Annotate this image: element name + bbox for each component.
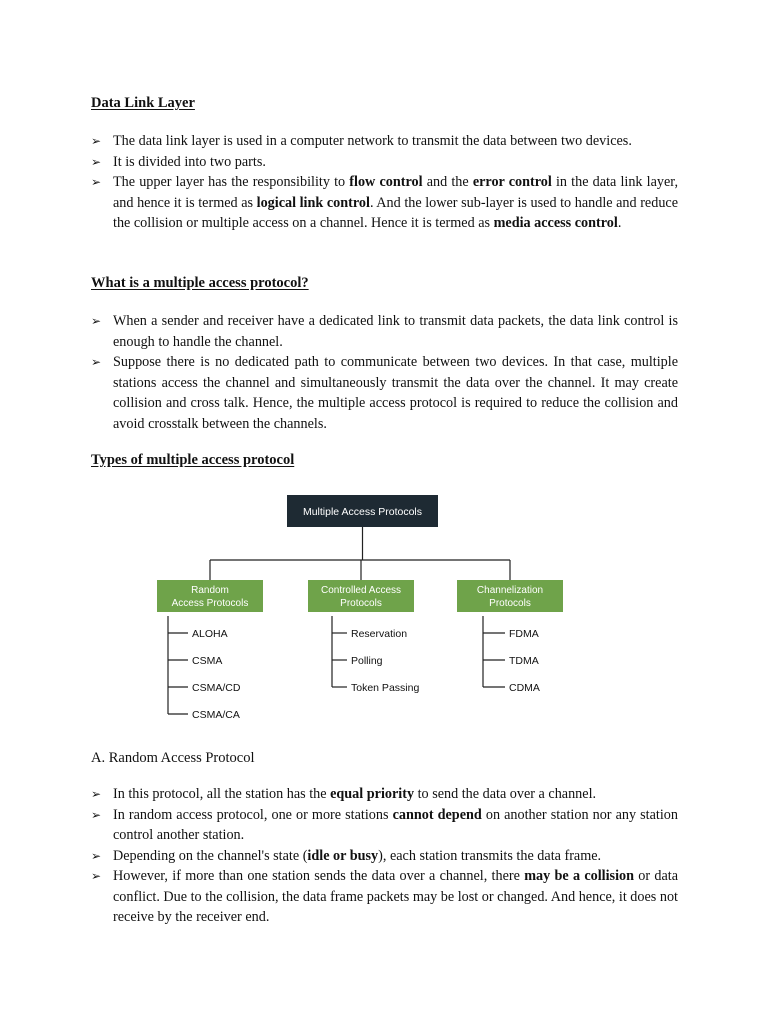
section-heading-data-link-layer: Data Link Layer: [91, 95, 195, 111]
bullet-item: ➢ Depending on the channel's state (idle or busy), each station transmits the data frame.: [91, 846, 678, 867]
leaf-item-label: FDMA: [509, 628, 539, 640]
arrow-bullet-icon: ➢: [91, 807, 102, 822]
arrow-bullet-icon: ➢: [91, 848, 102, 863]
bullet-list: [91, 131, 678, 234]
leaf-item-label: CDMA: [509, 682, 540, 694]
branch-node-label: Controlled Access: [320, 585, 402, 596]
bold-term: equal priority: [330, 786, 415, 802]
arrow-bullet-icon: ➢: [91, 314, 102, 328]
bold-term: may be a collision: [524, 868, 634, 884]
root-node-label: Multiple Access Protocols: [302, 506, 423, 518]
arrow-bullet-icon: ➢: [91, 355, 102, 369]
bullet-item: ➢ When a sender and receiver have a dedicated link to transmit data packets, the data link control is enough to handle the channel.: [91, 313, 678, 350]
arrow-bullet-icon: ➢: [91, 134, 102, 148]
arrow-bullet-icon: ➢: [91, 154, 102, 169]
bold-term: idle or busy: [307, 847, 379, 864]
bullet-item: ➢ However, if more than one station sends the data over a channel, there may be a collision or data conflict. Due to the collision, the data frame packets may be lost or changed. And hence, it does not receive by the receiver end.: [91, 868, 679, 925]
arrow-bullet-icon: ➢: [91, 787, 102, 801]
bullet-item: ➢ It is divided into two parts.: [91, 152, 678, 173]
leaf-item-label: TDMA: [509, 655, 539, 667]
leaf-item-label: CSMA/CA: [192, 709, 240, 721]
leaf-item-label: CSMA/CD: [192, 682, 241, 694]
bullet-item: ➢ The data link layer is used in a computer network to transmit the data between two devices.: [91, 131, 678, 152]
bullet-item: ➢ In this protocol, all the station has the equal priority to send the data over a channel.: [91, 784, 678, 805]
section-heading-types: Types of multiple access protocol: [91, 452, 295, 468]
bullet-item: ➢ Suppose there is no dedicated path to communicate between two devices. In that case, multiple stations access the channel and simultaneously transmit the data over the channel. It may create collision and cross talk. Hence, the multiple access protocol is required to reduce the collision and avoid crosstalk between the channels.: [91, 354, 678, 432]
bullet-item: ➢ In random access protocol, one or more stations cannot depend on another station nor any station control another station.: [91, 806, 678, 843]
arrow-bullet-icon: ➢: [91, 175, 102, 189]
section-heading-random-access: A. Random Access Protocol: [91, 750, 255, 766]
protocol-tree-svg: [150, 490, 570, 730]
bold-term: error control: [472, 174, 552, 190]
leaf-item-label: Token Passing: [351, 682, 420, 694]
bold-term: cannot depend: [392, 806, 482, 823]
leaf-item-label: ALOHA: [192, 628, 228, 640]
leaf-item-label: Polling: [351, 655, 383, 667]
branch-node-label: Channelization: [476, 585, 544, 596]
bold-term: flow control: [349, 174, 423, 190]
branch-node-label: Access Protocols: [171, 598, 249, 609]
leaf-item-label: Reservation: [351, 628, 408, 640]
arrow-bullet-icon: ➢: [91, 869, 102, 883]
protocol-tree-diagram: [150, 490, 570, 730]
bullet-list: [91, 784, 678, 928]
leaf-item-label: CSMA: [192, 655, 223, 667]
branch-node-label: Random: [191, 585, 229, 596]
bullet-item: ➢ The upper layer has the responsibility to flow control and the error control in the data link layer, and hence it is termed as logical link control. And the lower sub-layer is used to handle and reduce the collision or multiple access on a channel. Hence it is termed as media access control.: [91, 174, 679, 231]
bold-term: logical link control: [256, 194, 370, 211]
section-heading-multiple-access-protocol: What is a multiple access protocol?: [91, 275, 309, 291]
branch-node-label: Protocols: [340, 598, 382, 609]
bullet-list: [91, 311, 678, 434]
branch-node-label: Protocols: [489, 598, 531, 609]
bold-term: media access control: [493, 215, 618, 231]
